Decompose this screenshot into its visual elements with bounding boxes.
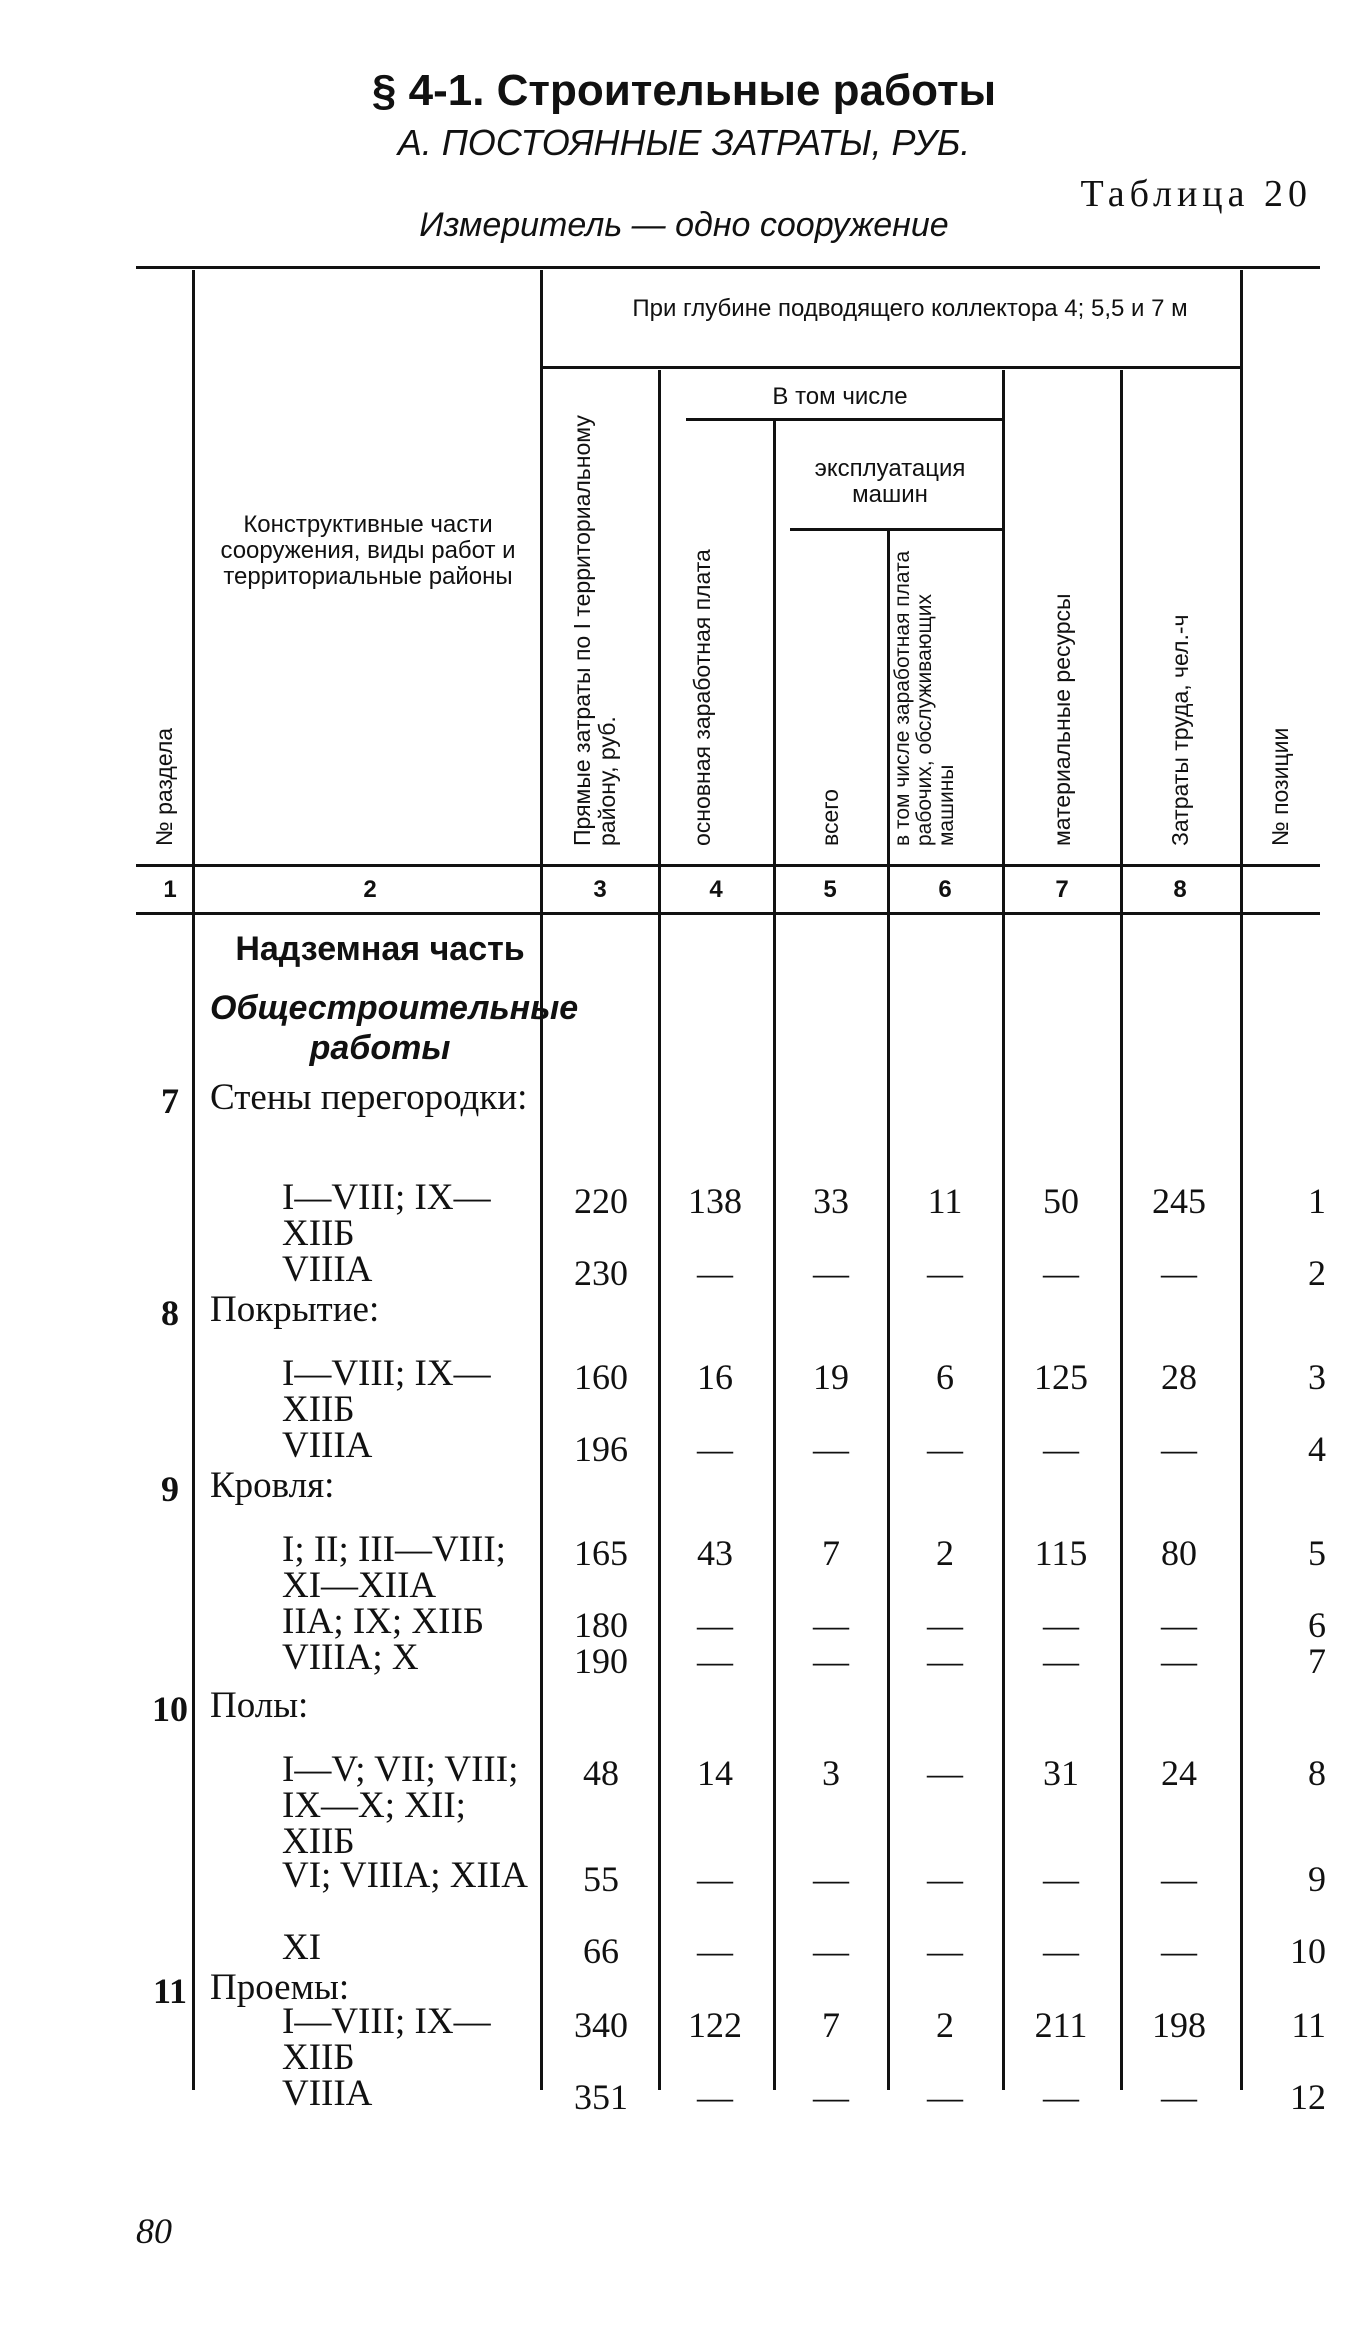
measure-unit: Измеритель — одно сооружение bbox=[419, 206, 949, 244]
section-title: Полы: bbox=[210, 1685, 309, 1726]
header-depth: При глубине подводящего коллектора 4; 5,5 и 7 м bbox=[632, 295, 1188, 322]
header-machine-operation: эксплуатация машин bbox=[814, 455, 966, 508]
header-description: Конструктивные части сооружения, виды работ и территориальные районы bbox=[220, 511, 516, 590]
cell-mat: — bbox=[1043, 1253, 1079, 1293]
cell-labor: — bbox=[1161, 1641, 1197, 1681]
section-number: 7 bbox=[161, 1081, 179, 1121]
row-name: I; II; III—VIII; XI—XIIA bbox=[282, 1529, 506, 1606]
cell-mach: — bbox=[813, 1605, 849, 1645]
cell-wage: — bbox=[697, 1605, 733, 1645]
position-number: 3 bbox=[1308, 1357, 1326, 1397]
cell-mach-wage: — bbox=[927, 1429, 963, 1469]
position-number: 8 bbox=[1308, 1753, 1326, 1793]
row-name: XI bbox=[282, 1927, 322, 1968]
cell-mach-wage: — bbox=[927, 1753, 963, 1793]
cell-mach: 7 bbox=[822, 1533, 840, 1573]
position-number: 5 bbox=[1308, 1533, 1326, 1573]
column-number: 5 bbox=[823, 876, 837, 903]
cell-direct: 165 bbox=[574, 1533, 628, 1573]
cell-mach: 3 bbox=[822, 1753, 840, 1793]
cell-wage: — bbox=[697, 2077, 733, 2117]
cell-labor: — bbox=[1161, 1429, 1197, 1469]
position-number: 10 bbox=[1290, 1931, 1326, 1971]
row-name: I—VIII; IX—XIIБ bbox=[282, 1177, 491, 1254]
cell-mat: 115 bbox=[1034, 1533, 1088, 1573]
cell-direct: 340 bbox=[574, 2005, 628, 2045]
cell-mach: — bbox=[813, 1859, 849, 1899]
header-including: В том числе bbox=[772, 383, 908, 410]
cell-mach-wage: — bbox=[927, 1931, 963, 1971]
column-number: 3 bbox=[593, 876, 607, 903]
position-number: 11 bbox=[1291, 2005, 1326, 2045]
cell-mach: 33 bbox=[813, 1181, 849, 1221]
cell-wage: — bbox=[697, 1641, 733, 1681]
cell-wage: — bbox=[697, 1429, 733, 1469]
column-number: 2 bbox=[363, 876, 377, 903]
cell-direct: 190 bbox=[574, 1641, 628, 1681]
header-direct-costs: Прямые затраты по I территориальному району, руб. bbox=[569, 415, 620, 846]
row-name: VIIIA bbox=[282, 1249, 373, 1290]
cell-labor: 28 bbox=[1161, 1357, 1197, 1397]
cell-labor: — bbox=[1161, 1253, 1197, 1293]
part-title: Надземная часть bbox=[235, 930, 525, 968]
position-number: 2 bbox=[1308, 1253, 1326, 1293]
cell-labor: — bbox=[1161, 2077, 1197, 2117]
cell-wage: 43 bbox=[697, 1533, 733, 1573]
section-number: 9 bbox=[161, 1469, 179, 1509]
header-labor: Затраты труда, чел.-ч bbox=[1167, 614, 1193, 846]
row-name: I—V; VII; VIII; IX—X; XII; XIIБ bbox=[282, 1749, 519, 1862]
cell-labor: 198 bbox=[1152, 2005, 1206, 2045]
cell-mach-wage: — bbox=[927, 2077, 963, 2117]
cell-mach: 19 bbox=[813, 1357, 849, 1397]
cell-mach-wage: 6 bbox=[936, 1357, 954, 1397]
column-number: 1 bbox=[163, 876, 177, 903]
header-base-wage: основная заработная плата bbox=[689, 549, 715, 846]
section-number: 8 bbox=[161, 1293, 179, 1333]
cell-mach: — bbox=[813, 1429, 849, 1469]
cell-direct: 220 bbox=[574, 1181, 628, 1221]
header-position-no: № позиции bbox=[1267, 727, 1293, 846]
position-number: 4 bbox=[1308, 1429, 1326, 1469]
cell-direct: 196 bbox=[574, 1429, 628, 1469]
header-wage-machine-workers: в том числе заработная плата рабочих, обслуживающих машины bbox=[891, 550, 958, 846]
position-number: 9 bbox=[1308, 1859, 1326, 1899]
cell-mat: 211 bbox=[1034, 2005, 1088, 2045]
cell-mach: — bbox=[813, 2077, 849, 2117]
cell-labor: 80 bbox=[1161, 1533, 1197, 1573]
row-name: VIIIA bbox=[282, 1425, 373, 1466]
cell-mat: — bbox=[1043, 2077, 1079, 2117]
row-name: VIIIA bbox=[282, 2073, 373, 2114]
row-name: I—VIII; IX—XIIБ bbox=[282, 1353, 491, 1430]
cell-mach-wage: — bbox=[927, 1253, 963, 1293]
cell-wage: 14 bbox=[697, 1753, 733, 1793]
page-subtitle: А. ПОСТОЯННЫЕ ЗАТРАТЫ, РУБ. bbox=[397, 122, 971, 163]
cell-wage: 122 bbox=[688, 2005, 742, 2045]
cell-mach-wage: 11 bbox=[927, 1181, 963, 1221]
cell-mat: 125 bbox=[1034, 1357, 1088, 1397]
position-number: 7 bbox=[1308, 1641, 1326, 1681]
cell-mach: — bbox=[813, 1931, 849, 1971]
header-section-no: № раздела bbox=[151, 727, 177, 846]
page-number: 80 bbox=[136, 2211, 172, 2251]
cell-direct: 66 bbox=[583, 1931, 619, 1971]
section-title: Покрытие: bbox=[210, 1289, 380, 1330]
cell-labor: — bbox=[1161, 1605, 1197, 1645]
cell-mach-wage: — bbox=[927, 1641, 963, 1681]
cell-labor: — bbox=[1161, 1859, 1197, 1899]
section-title: Стены перегородки: bbox=[210, 1077, 528, 1118]
cell-mat: — bbox=[1043, 1931, 1079, 1971]
cell-mat: 50 bbox=[1043, 1181, 1079, 1221]
cell-direct: 230 bbox=[574, 1253, 628, 1293]
section-number: 11 bbox=[152, 1971, 187, 2011]
cell-mat: — bbox=[1043, 1605, 1079, 1645]
cell-mat: — bbox=[1043, 1859, 1079, 1899]
column-number: 4 bbox=[709, 876, 723, 903]
cell-mach: — bbox=[813, 1253, 849, 1293]
cell-wage: — bbox=[697, 1253, 733, 1293]
cell-mach: 7 bbox=[822, 2005, 840, 2045]
cell-direct: 160 bbox=[574, 1357, 628, 1397]
column-number: 7 bbox=[1055, 876, 1069, 903]
page-title: § 4-1. Строительные работы bbox=[371, 66, 997, 115]
cell-wage: 16 bbox=[697, 1357, 733, 1397]
cell-direct: 55 bbox=[583, 1859, 619, 1899]
cell-mach-wage: 2 bbox=[936, 1533, 954, 1573]
cell-mach-wage: — bbox=[927, 1605, 963, 1645]
cell-labor: — bbox=[1161, 1931, 1197, 1971]
table-label: Таблица 20 bbox=[1080, 173, 1312, 215]
section-number: 10 bbox=[152, 1689, 188, 1729]
header-total: всего bbox=[817, 789, 843, 846]
cell-labor: 245 bbox=[1152, 1181, 1206, 1221]
position-number: 6 bbox=[1308, 1605, 1326, 1645]
subsection-title: Общестроительные работы bbox=[210, 989, 579, 1067]
section-title: Проемы: bbox=[210, 1967, 350, 2008]
cell-mach: — bbox=[813, 1641, 849, 1681]
cell-mach-wage: — bbox=[927, 1859, 963, 1899]
row-name: VIIIA; X bbox=[282, 1637, 419, 1678]
cell-wage: 138 bbox=[688, 1181, 742, 1221]
section-title: Кровля: bbox=[210, 1465, 335, 1506]
cell-mat: — bbox=[1043, 1429, 1079, 1469]
cell-direct: 180 bbox=[574, 1605, 628, 1645]
cell-mat: 31 bbox=[1043, 1753, 1079, 1793]
column-number: 6 bbox=[938, 876, 952, 903]
cell-wage: — bbox=[697, 1931, 733, 1971]
position-number: 1 bbox=[1308, 1181, 1326, 1221]
cell-wage: — bbox=[697, 1859, 733, 1899]
header-material-resources: материальные ресурсы bbox=[1049, 593, 1075, 846]
cell-mat: — bbox=[1043, 1641, 1079, 1681]
position-number: 12 bbox=[1290, 2077, 1326, 2117]
row-name: I—VIII; IX—XIIБ bbox=[282, 2001, 491, 2078]
cell-direct: 48 bbox=[583, 1753, 619, 1793]
cell-direct: 351 bbox=[574, 2077, 628, 2117]
cell-mach-wage: 2 bbox=[936, 2005, 954, 2045]
row-name: VI; VIIIA; XIIA bbox=[282, 1855, 528, 1896]
column-number: 8 bbox=[1173, 876, 1187, 903]
row-name: IIA; IX; XIIБ bbox=[282, 1601, 485, 1642]
cell-labor: 24 bbox=[1161, 1753, 1197, 1793]
